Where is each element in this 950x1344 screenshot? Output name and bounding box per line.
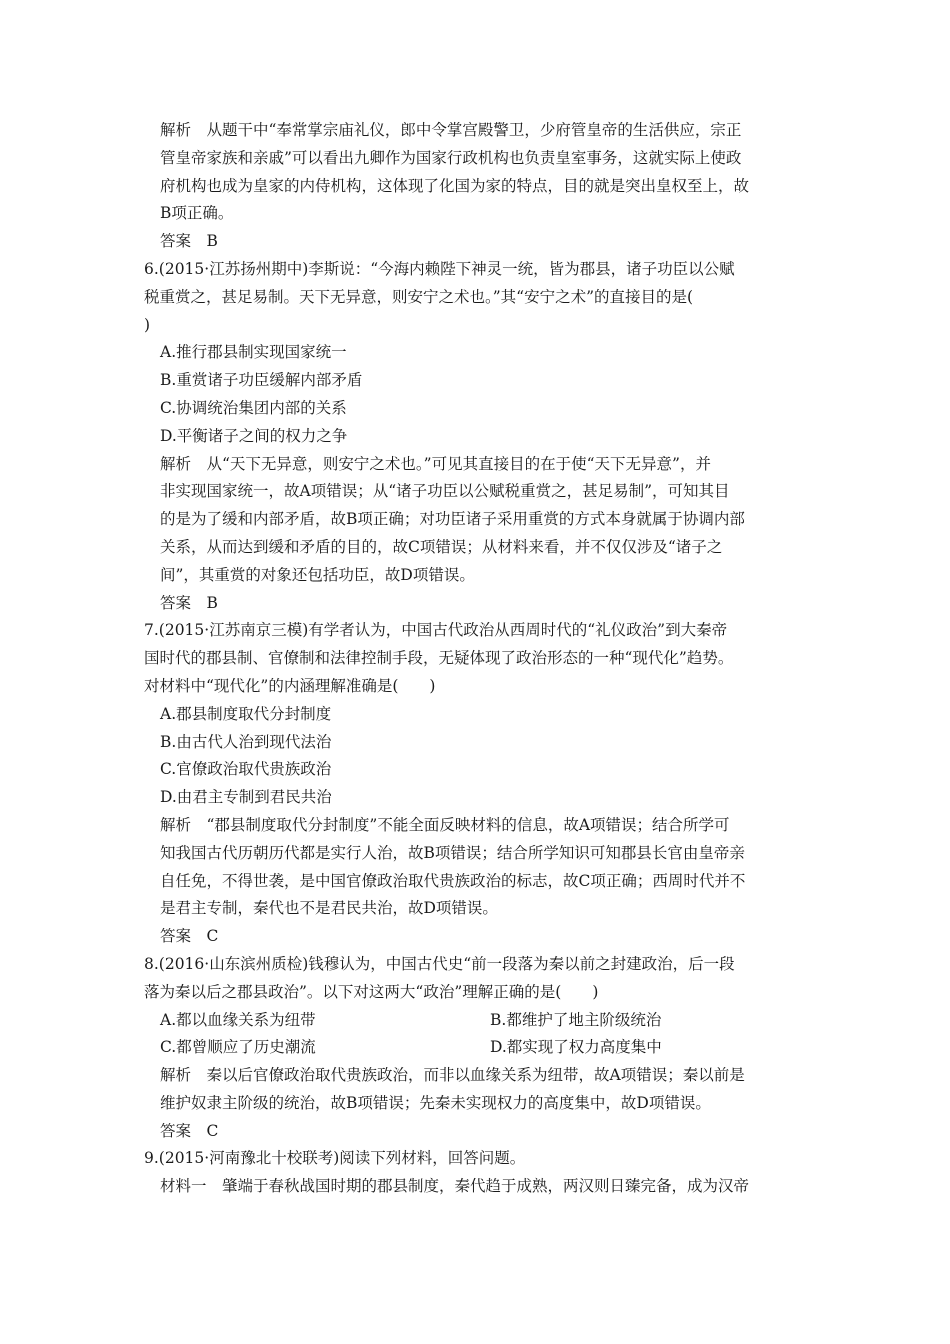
- option-b: B.重赏诸子功臣缓解内部矛盾: [160, 371, 363, 390]
- question-stem: 落为秦以后之郡县政治”。以下对这两大“政治”理解正确的是( ): [144, 982, 599, 1001]
- question-stem: 税重赏之，甚足易制。天下无异意，则安宁之术也。”其“安宁之术”的直接目的是(: [144, 287, 694, 306]
- analysis-line: 知我国古代历朝历代都是实行人治，故B项错误；结合所学知识可知郡县长官由皇帝亲: [160, 843, 745, 862]
- question-stem: 9.(2015·河南豫北十校联考)阅读下列材料，回答问题。: [144, 1149, 526, 1168]
- analysis-line: 解析 秦以后官僚政治取代贵族政治，而非以血缘关系为纽带，故A项错误；秦以前是: [160, 1066, 745, 1085]
- options-row: [160, 1034, 820, 1062]
- question-stem: 6.(2015·江苏扬州期中)李斯说：“今海内赖陛下神灵一统，皆为郡县，诸子功臣以公赋: [144, 259, 735, 278]
- question-stem: 国时代的郡县制、官僚制和法律控制手段，无疑体现了政治形态的一种“现代化”趋势。: [144, 649, 734, 668]
- analysis-line: 管皇帝家族和亲戚”可以看出九卿作为国家行政机构也负责皇室事务，这就实际上使政: [160, 148, 742, 167]
- option-b: B.都维护了地主阶级统治: [490, 1010, 662, 1029]
- option-c: C.官僚政治取代贵族政治: [160, 760, 332, 779]
- option-a: A.郡县制度取代分封制度: [160, 704, 332, 723]
- analysis-line: 解析 从题干中“奉常掌宗庙礼仪，郎中令掌宫殿警卫，少府管皇帝的生活供应，宗正: [160, 121, 742, 139]
- option-d: D.都实现了权力高度集中: [490, 1038, 662, 1057]
- analysis-line: 是君主专制，秦代也不是君民共治，故D项错误。: [160, 899, 498, 918]
- option-c: C.都曾顺应了历史潮流: [160, 1038, 316, 1057]
- option-d: D.平衡诸子之间的权力之争: [160, 426, 348, 445]
- analysis-line: 非实现国家统一，故A项错误；从“诸子功臣以公赋税重赏之，甚足易制”，可知其目: [160, 482, 730, 501]
- option-c: C.协调统治集团内部的关系: [160, 398, 347, 417]
- analysis-line: 解析 “郡县制度取代分封制度”不能全面反映材料的信息，故A项错误；结合所学可: [160, 815, 730, 834]
- question-5-analysis: [160, 117, 820, 256]
- document-page: [144, 117, 820, 1201]
- question-stem: 8.(2016·山东滨州质检)钱穆认为，中国古代史“前一段落为秦以前之封建政治，后一段: [144, 954, 735, 973]
- question-7: [144, 617, 820, 951]
- question-8: [144, 951, 820, 1146]
- answer-line: 答案 B: [160, 232, 218, 251]
- analysis-line: 府机构也成为皇家的内侍机构，这体现了化国为家的特点，目的就是突出皇权至上，故: [160, 176, 750, 195]
- answer-line: 答案 B: [160, 593, 218, 612]
- question-6: [144, 256, 820, 617]
- option-a: A.都以血缘关系为纽带: [160, 1010, 316, 1029]
- option-b: B.由古代人治到现代法治: [160, 732, 332, 751]
- analysis-line: 的是为了缓和内部矛盾，故B项正确；对功臣诸子采用重赏的方式本身就属于协调内部: [160, 510, 745, 529]
- options-row: [160, 1007, 820, 1035]
- answer-line: 答案 C: [160, 927, 219, 946]
- question-stem: 7.(2015·江苏南京三模)有学者认为，中国古代政治从西周时代的“礼仪政治”到大秦帝: [144, 621, 728, 640]
- analysis-line: 间”，其重赏的对象还包括功臣，故D项错误。: [160, 565, 475, 584]
- material-line: 材料一 肇端于春秋战国时期的郡县制度，秦代趋于成熟，两汉则日臻完备，成为汉帝: [160, 1177, 750, 1196]
- analysis-line: B项正确。: [160, 204, 234, 223]
- question-9: [144, 1145, 820, 1201]
- analysis-line: 自任免，不得世袭，是中国官僚政治取代贵族政治的标志，故C项正确；西周时代并不: [160, 871, 746, 890]
- option-a: A.推行郡县制实现国家统一: [160, 343, 347, 362]
- analysis-line: 解析 从“天下无异意，则安宁之术也。”可见其直接目的在于使“天下无异意”，并: [160, 454, 711, 473]
- analysis-line: 维护奴隶主阶级的统治，故B项错误；先秦未实现权力的高度集中，故D项错误。: [160, 1093, 711, 1112]
- question-stem: ): [144, 315, 151, 334]
- option-d: D.由君主专制到君民共治: [160, 788, 332, 807]
- answer-line: 答案 C: [160, 1121, 219, 1140]
- question-stem: 对材料中“现代化”的内涵理解准确是( ): [144, 676, 436, 695]
- analysis-line: 关系，从而达到缓和矛盾的目的，故C项错误；从材料来看，并不仅仅涉及“诸子之: [160, 537, 723, 556]
